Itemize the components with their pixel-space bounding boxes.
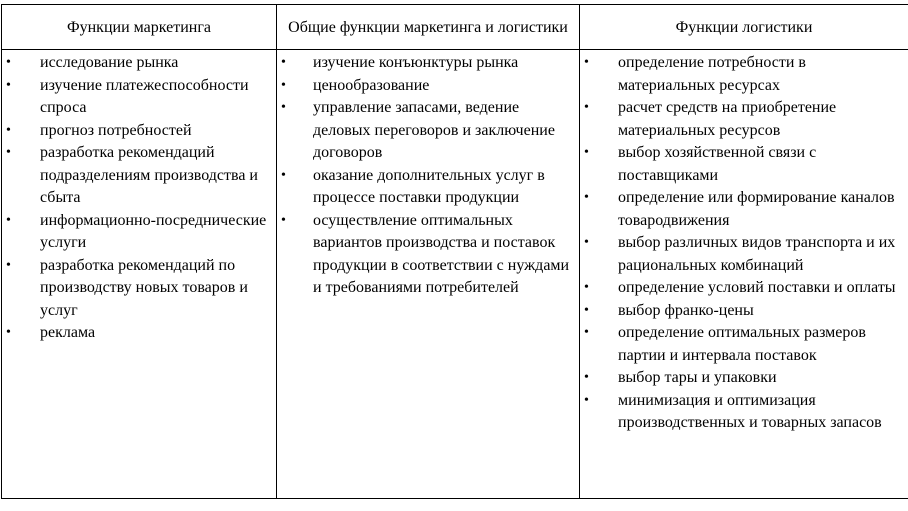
bullet-icon: •	[6, 145, 11, 160]
header-common: Общие функции маркетинга и логистики	[277, 5, 580, 50]
header-row	[2, 5, 908, 50]
bullet-icon: •	[584, 280, 589, 295]
list-item-text: определение потребности в материальных ресурсах	[618, 54, 806, 94]
content-row	[2, 50, 908, 499]
list-item-text: выбор франко-цены	[618, 301, 754, 319]
bullet-icon: •	[6, 257, 11, 273]
list-item	[580, 367, 908, 390]
bullet-icon: •	[584, 145, 589, 160]
bullet-icon: •	[584, 190, 589, 205]
list-item	[2, 142, 276, 210]
list-item-text: выбор различных видов транспорта и их рациональных комбинаций	[618, 234, 896, 274]
bullet-icon: •	[281, 55, 286, 70]
list-item	[277, 165, 579, 210]
list-item-text: минимизация и оптимизация производственных и товарных запасов	[618, 391, 882, 431]
list-item-text: разработка рекомендаций по производству новых товаров и услуг	[40, 256, 248, 319]
list-item	[580, 97, 908, 142]
bullet-icon: •	[281, 212, 286, 228]
bullet-icon: •	[584, 370, 589, 385]
common-cell	[277, 50, 580, 499]
list-item-text: ценообразование	[313, 76, 430, 94]
logistics-cell	[580, 50, 908, 499]
marketing-list	[2, 50, 276, 345]
list-item	[580, 142, 908, 187]
list-item	[2, 52, 276, 75]
list-item-text: определение или формирование каналов товародвижения	[618, 189, 895, 229]
list-item	[580, 277, 908, 300]
list-item-text: управление запасами, ведение деловых переговоров и заключение договоров	[313, 99, 555, 161]
list-item	[580, 322, 908, 367]
bullet-icon: •	[584, 235, 589, 250]
functions-table	[1, 4, 908, 499]
list-item	[2, 255, 276, 323]
bullet-icon: •	[584, 100, 589, 115]
logistics-list	[580, 50, 908, 435]
bullet-icon: •	[281, 100, 286, 115]
bullet-icon: •	[6, 212, 11, 228]
list-item-text: выбор тары и упаковки	[618, 369, 777, 386]
list-item	[2, 210, 276, 255]
common-list	[277, 50, 579, 300]
bullet-icon: •	[584, 392, 589, 408]
list-item	[580, 390, 908, 435]
list-item	[580, 300, 908, 323]
list-item	[277, 210, 579, 300]
list-item	[580, 52, 908, 97]
list-item-text: осуществление оптимальных вариантов производства и поставок продукции в соответствии с нуждами и требованиями потребителей	[313, 211, 570, 296]
list-item	[277, 52, 579, 75]
bullet-icon: •	[6, 325, 11, 340]
bullet-icon: •	[6, 55, 11, 70]
list-item-text: изучение платежеспособности спроса	[40, 76, 249, 116]
list-item-text: определение оптимальных размеров партии и интервала поставок	[618, 324, 866, 364]
list-item-text: исследование рынка	[40, 54, 179, 71]
list-item-text: информационно-посреднические услуги	[40, 211, 267, 251]
bullet-icon: •	[6, 77, 11, 93]
list-item-text: реклама	[40, 324, 96, 341]
list-item-text: оказание дополнительных услуг в процессе поставки продукции	[313, 166, 545, 206]
list-item-text: определение условий поставки и оплаты	[618, 279, 896, 296]
list-item	[580, 232, 908, 277]
bullet-icon: •	[584, 302, 589, 318]
list-item	[2, 322, 276, 345]
header-marketing: Функции маркетинга	[2, 5, 277, 50]
list-item	[277, 97, 579, 165]
list-item-text: выбор хозяйственной связи с поставщиками	[618, 144, 817, 184]
bullet-icon: •	[281, 167, 286, 183]
list-item	[2, 120, 276, 143]
header-logistics: Функции логистики	[580, 5, 908, 50]
bullet-icon: •	[281, 77, 286, 93]
marketing-cell	[2, 50, 277, 499]
list-item-text: разработка рекомендаций подразделениям производства и сбыта	[40, 144, 258, 206]
list-item	[277, 75, 579, 98]
list-item	[2, 75, 276, 120]
list-item-text: расчет средств на приобретение материальных ресурсов	[618, 99, 837, 139]
bullet-icon: •	[6, 122, 11, 138]
list-item-text: прогноз потребностей	[40, 121, 192, 139]
list-item-text: изучение конъюнктуры рынка	[313, 54, 519, 71]
list-item	[580, 187, 908, 232]
bullet-icon: •	[584, 325, 589, 340]
bullet-icon: •	[584, 55, 589, 70]
